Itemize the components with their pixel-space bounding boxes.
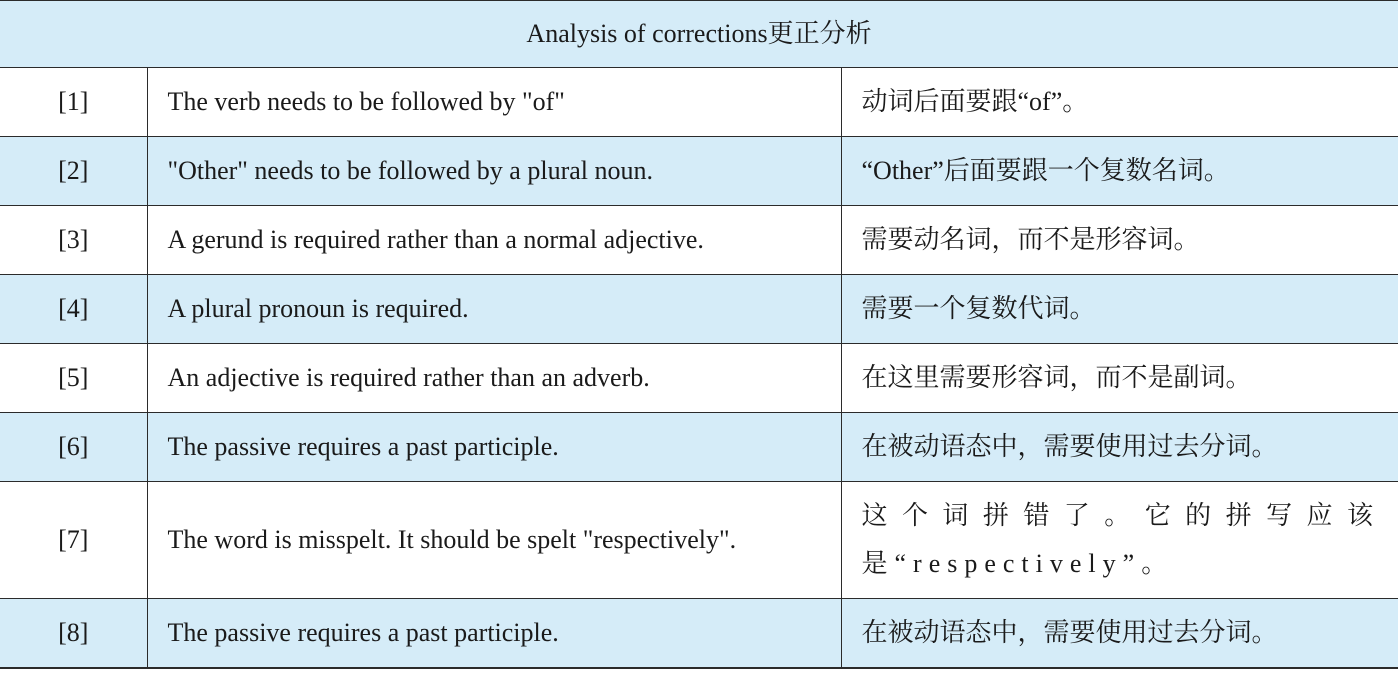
english-explanation: "Other" needs to be followed by a plural noun. <box>147 137 841 206</box>
english-explanation: The passive requires a past participle. <box>147 599 841 668</box>
row-number: [2] <box>0 137 147 206</box>
chinese-explanation: 需要一个复数代词。 <box>841 275 1398 344</box>
chinese-explanation: 这个词拼错了。它的拼写应该是“respectively”。 <box>841 482 1398 599</box>
english-explanation: An adjective is required rather than an adverb. <box>147 344 841 413</box>
table-header-row <box>0 1 1398 68</box>
row-number: [8] <box>0 599 147 668</box>
row-number: [5] <box>0 344 147 413</box>
table-row <box>0 68 1398 137</box>
english-explanation: The word is misspelt. It should be spelt "respectively". <box>147 482 841 599</box>
english-explanation: The verb needs to be followed by "of" <box>147 68 841 137</box>
table-row <box>0 599 1398 668</box>
english-explanation: The passive requires a past participle. <box>147 413 841 482</box>
row-number: [7] <box>0 482 147 599</box>
row-number: [4] <box>0 275 147 344</box>
table-row <box>0 275 1398 344</box>
chinese-explanation: 在被动语态中，需要使用过去分词。 <box>841 413 1398 482</box>
english-explanation: A plural pronoun is required. <box>147 275 841 344</box>
table-row <box>0 206 1398 275</box>
table-row <box>0 344 1398 413</box>
row-number: [1] <box>0 68 147 137</box>
row-number: [6] <box>0 413 147 482</box>
chinese-explanation: 在这里需要形容词，而不是副词。 <box>841 344 1398 413</box>
table-row <box>0 482 1398 599</box>
table-row <box>0 413 1398 482</box>
table-row <box>0 137 1398 206</box>
table-title: Analysis of corrections更正分析 <box>0 1 1398 68</box>
chinese-explanation: “Other”后面要跟一个复数名词。 <box>841 137 1398 206</box>
english-explanation: A gerund is required rather than a normal adjective. <box>147 206 841 275</box>
chinese-explanation: 需要动名词，而不是形容词。 <box>841 206 1398 275</box>
row-number: [3] <box>0 206 147 275</box>
chinese-explanation: 在被动语态中，需要使用过去分词。 <box>841 599 1398 668</box>
chinese-explanation: 动词后面要跟“of”。 <box>841 68 1398 137</box>
